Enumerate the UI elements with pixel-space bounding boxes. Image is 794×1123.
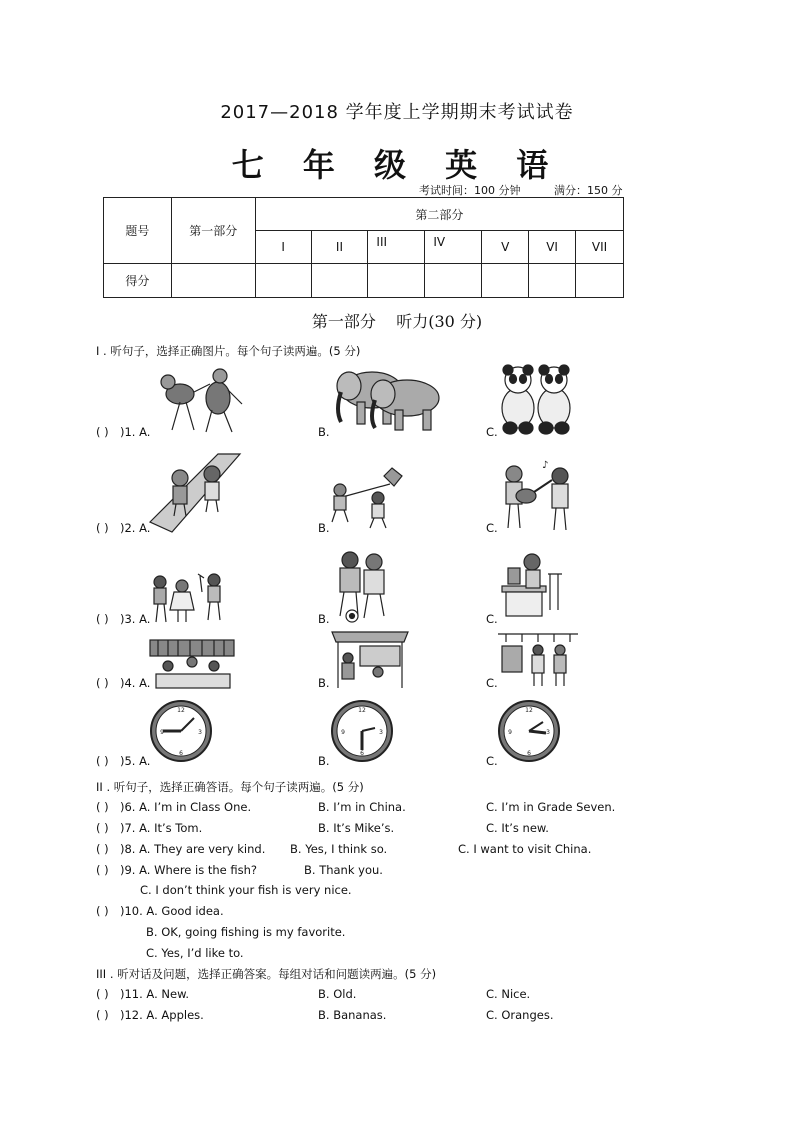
clock-icon-c	[496, 698, 562, 764]
answer-paren-3[interactable]: ( )	[96, 612, 109, 626]
cell-roman-5: V	[482, 231, 529, 264]
exam-title: 2017—2018 学年度上学期期末考试试卷	[220, 102, 574, 123]
picture-kids-talking	[148, 452, 242, 534]
score-input-5[interactable]	[482, 264, 529, 298]
exam-time: 考试时间：100 分钟	[419, 184, 521, 197]
svg-text:3: 3	[198, 729, 202, 736]
svg-text:9: 9	[508, 729, 512, 736]
picture-pandas	[496, 364, 576, 436]
clock-icon-b	[329, 698, 395, 764]
q6-b: B. I’m in China.	[318, 800, 406, 814]
svg-text:12: 12	[358, 707, 366, 714]
picture-flying-kite	[326, 466, 406, 530]
q4-c-label: C.	[486, 676, 498, 690]
q1-b-label: B.	[318, 425, 330, 439]
svg-text:3: 3	[546, 729, 550, 736]
answer-paren-9[interactable]: ( )	[96, 863, 109, 877]
cell-roman-4: IV	[425, 231, 482, 264]
answer-paren-6[interactable]: ( )	[96, 800, 109, 814]
q7-c: C. It’s new.	[486, 821, 549, 835]
q9-b: B. Thank you.	[304, 863, 383, 877]
q11-c: C. Nice.	[486, 987, 531, 1001]
section2-heading: II . 听句子，选择正确答语。每个句子读两遍。(5 分)	[96, 780, 364, 794]
score-table	[103, 197, 624, 298]
q3-c-label: C.	[486, 612, 498, 626]
picture-monkeys	[150, 364, 250, 436]
q9-c: C. I don’t think your fish is very nice.	[140, 883, 352, 897]
q5-label: )5. A.	[120, 754, 151, 768]
q9-a: )9. A. Where is the fish?	[120, 863, 258, 877]
q11-a: )11. A. New.	[120, 987, 190, 1001]
section1-heading: I . 听句子，选择正确图片。每个句子读两遍。(5 分)	[96, 344, 361, 358]
q3-b-label: B.	[318, 612, 330, 626]
q5-c-label: C.	[486, 754, 498, 768]
picture-guitar	[496, 458, 580, 534]
svg-text:9: 9	[160, 729, 164, 736]
answer-paren-12[interactable]: ( )	[96, 1008, 109, 1022]
q8-a: )8. A. They are very kind.	[120, 842, 266, 856]
clock-icon-a	[148, 698, 214, 764]
score-input-part1[interactable]	[171, 264, 255, 298]
q10-a: )10. A. Good idea.	[120, 904, 224, 918]
picture-library	[148, 638, 236, 690]
q2-b-label: B.	[318, 521, 330, 535]
score-input-4[interactable]	[425, 264, 482, 298]
svg-text:6: 6	[527, 750, 531, 757]
cell-score-label: 得分	[104, 264, 172, 298]
q10-c: C. Yes, I’d like to.	[146, 946, 244, 960]
q4-b-label: B.	[318, 676, 330, 690]
score-input-7[interactable]	[576, 264, 624, 298]
q10-b: B. OK, going fishing is my favorite.	[146, 925, 346, 939]
q11-b: B. Old.	[318, 987, 357, 1001]
svg-text:♪: ♪	[542, 460, 549, 471]
full-score: 满分：150 分	[554, 184, 623, 197]
q8-b: B. Yes, I think so.	[290, 842, 388, 856]
cell-question-label: 题号	[104, 198, 172, 264]
svg-text:9: 9	[341, 729, 345, 736]
q4-label: )4. A.	[120, 676, 151, 690]
svg-text:12: 12	[177, 707, 185, 714]
q6-a: )6. A. I’m in Class One.	[120, 800, 252, 814]
q7-a: )7. A. It’s Tom.	[120, 821, 203, 835]
cell-part2-label: 第二部分	[255, 198, 623, 231]
answer-paren-10[interactable]: ( )	[96, 904, 109, 918]
answer-paren-2[interactable]: ( )	[96, 521, 109, 535]
cell-roman-1: I	[255, 231, 311, 264]
score-input-1[interactable]	[255, 264, 311, 298]
q12-c: C. Oranges.	[486, 1008, 554, 1022]
cell-roman-7: VII	[576, 231, 624, 264]
cell-roman-6: VI	[529, 231, 576, 264]
q2-label: )2. A.	[120, 521, 151, 535]
answer-paren-7[interactable]: ( )	[96, 821, 109, 835]
cell-roman-3: III	[368, 231, 425, 264]
q1-label: )1. A.	[120, 425, 151, 439]
q8-c: C. I want to visit China.	[458, 842, 592, 856]
answer-paren-8[interactable]: ( )	[96, 842, 109, 856]
score-input-2[interactable]	[311, 264, 368, 298]
picture-market	[330, 630, 410, 690]
cell-part1-label: 第一部分	[171, 198, 255, 264]
svg-text:6: 6	[179, 750, 183, 757]
answer-paren-5[interactable]: ( )	[96, 754, 109, 768]
q5-b-label: B.	[318, 754, 330, 768]
picture-soccer	[328, 550, 400, 624]
cell-roman-2: II	[311, 231, 368, 264]
picture-clothes-shop	[496, 632, 580, 688]
svg-text:3: 3	[379, 729, 383, 736]
picture-desk	[500, 550, 564, 618]
answer-paren-11[interactable]: ( )	[96, 987, 109, 1001]
q3-label: )3. A.	[120, 612, 151, 626]
q1-c-label: C.	[486, 425, 498, 439]
answer-paren-1[interactable]: ( )	[96, 425, 109, 439]
picture-kids-flowers	[148, 568, 230, 626]
subject-title: 七 年 级 英 语	[231, 146, 563, 184]
svg-text:6: 6	[360, 750, 364, 757]
q7-b: B. It’s Mike’s.	[318, 821, 395, 835]
svg-text:12: 12	[525, 707, 533, 714]
score-input-6[interactable]	[529, 264, 576, 298]
part1-title: 第一部分 听力(30 分)	[311, 312, 483, 331]
q6-c: C. I’m in Grade Seven.	[486, 800, 616, 814]
q12-b: B. Bananas.	[318, 1008, 387, 1022]
q12-a: )12. A. Apples.	[120, 1008, 204, 1022]
picture-elephants	[327, 362, 447, 432]
answer-paren-4[interactable]: ( )	[96, 676, 109, 690]
q2-c-label: C.	[486, 521, 498, 535]
section3-heading: III . 听对话及问题，选择正确答案。每组对话和问题读两遍。(5 分)	[96, 967, 437, 981]
score-input-3[interactable]	[368, 264, 425, 298]
